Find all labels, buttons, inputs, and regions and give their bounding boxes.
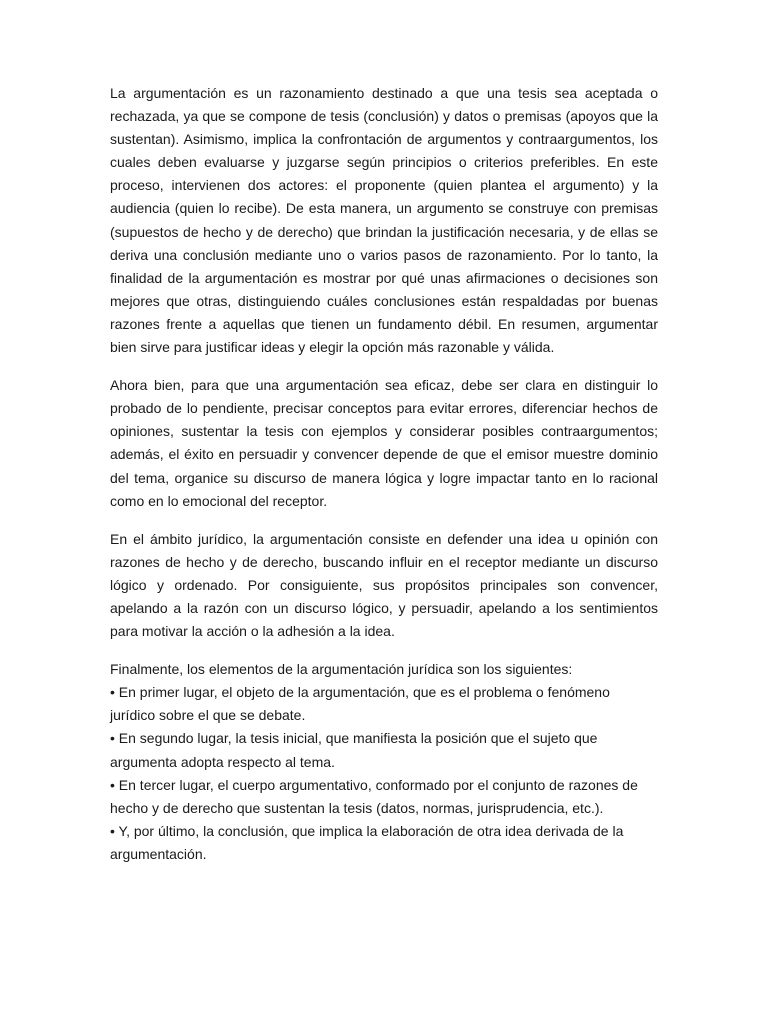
paragraph-argumentation-definition: La argumentación es un razonamiento destinado a que una tesis sea aceptada o rechazada, ya que se compone de tesis (conclusión) y datos o premisas (apoyos que la sustentan). Asimismo, implica la confrontación de argumentos y contraargumentos, los cuales deben evaluarse y juzgarse según principios o criterios preferibles. En este proceso, intervienen dos actores: el proponente (quien plantea el argumento) y la audiencia (quien lo recibe). De esta manera, un argumento se construye con premisas (supuestos de hecho y de derecho) que brindan la justificación necesaria, y de ellas se deriva una conclusión mediante uno o varios pasos de razonamiento. Por lo tanto, la finalidad de la argumentación es mostrar por qué unas afirmaciones o decisiones son mejores que otras, distinguiendo cuáles conclusiones están respaldadas por buenas razones frente a aquellas que tienen un fundamento débil. En resumen, argumentar bien sirve para justificar ideas y elegir la opción más razonable y válida. [110,85,658,356]
list-item-argumentative-body: • En tercer lugar, el cuerpo argumentativo, conformado por el conjunto de razones de hecho y de derecho que sustentan la tesis (datos, normas, jurisprudencia, etc.). [110,776,638,816]
list-item-object: • En primer lugar, el objeto de la argumentación, que es el problema o fenómeno jurídico sobre el que se debate. [110,684,610,724]
elements-list-section [110,658,658,866]
list-intro: Finalmente, los elementos de la argumentación jurídica son los siguientes: [110,661,573,678]
paragraph-legal-argumentation: En el ámbito jurídico, la argumentación consiste en defender una idea u opinión con razones de hecho y de derecho, buscando influir en el receptor mediante un discurso lógico y ordenado. Por consiguiente, sus propósitos principales son convencer, apelando a la razón con un discurso lógico, y persuadir, apelando a los sentimientos para motivar la acción o la adhesión a la idea. [110,530,658,640]
paragraph-argumentation-effectiveness: Ahora bien, para que una argumentación sea eficaz, debe ser clara en distinguir lo probado de lo pendiente, precisar conceptos para evitar errores, diferenciar hechos de opiniones, sustentar la tesis con ejemplos y considerar posibles contraargumentos; además, el éxito en persuadir y convencer depende de que el emisor muestre dominio del tema, organice su discurso de manera lógica y logre impactar tanto en lo racional como en lo emocional del receptor. [110,377,658,509]
document-page [110,82,658,866]
list-item-thesis: • En segundo lugar, la tesis inicial, que manifiesta la posición que el sujeto que argumenta adopta respecto al tema. [110,730,598,770]
list-item-conclusion: • Y, por último, la conclusión, que implica la elaboración de otra idea derivada de la argumentación. [110,822,624,862]
